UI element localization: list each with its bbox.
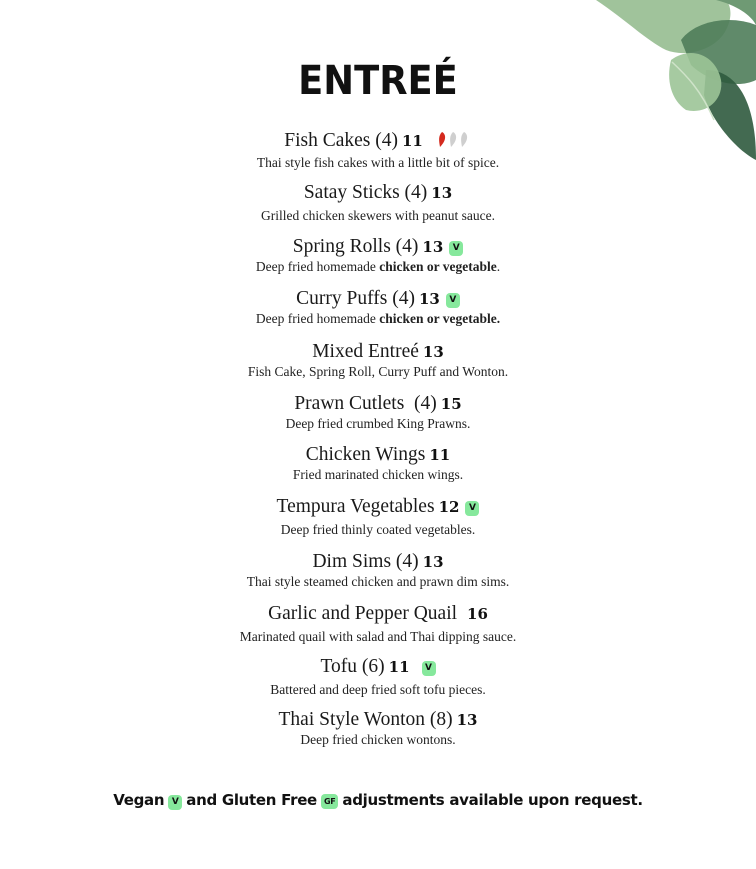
menu-item-description: Battered and deep fried soft tofu pieces.	[270, 682, 486, 697]
menu-item-description: Marinated quail with salad and Thai dipping sauce.	[239, 629, 517, 644]
menu-item-name: Mixed Entreé	[312, 341, 419, 362]
menu-item	[0, 656, 756, 699]
menu-item-name: Satay Sticks (4)	[303, 182, 428, 203]
menu-item	[0, 551, 756, 591]
vegan-badge: V	[449, 241, 463, 256]
menu-item-name: Curry Puffs (4)	[296, 288, 415, 309]
menu-item-price: 11	[402, 132, 423, 150]
menu-item-description: Deep fried homemade chicken or vegetable.	[255, 259, 501, 274]
footnote-vegan-text: Vegan	[113, 791, 165, 809]
menu-item-name: Thai Style Wonton (8)	[278, 709, 453, 730]
menu-item-name: Fish Cakes (4)	[284, 130, 398, 151]
menu-item	[0, 393, 756, 433]
menu-item-price: 13	[422, 238, 444, 256]
menu-item	[0, 236, 756, 276]
menu-item-price: 15	[440, 395, 462, 413]
menu-item-description: Deep fried chicken wontons.	[300, 732, 456, 747]
vegan-badge: V	[446, 293, 460, 308]
menu-item	[0, 496, 756, 539]
vegan-badge: V	[168, 795, 182, 810]
menu-item-description: Fried marinated chicken wings.	[292, 467, 464, 482]
page-title: ENTREÉ	[298, 58, 458, 104]
menu-item-name: Dim Sims (4)	[312, 551, 419, 572]
menu-item-description: Thai style fish cakes with a little bit of spice.	[256, 155, 500, 170]
menu-item-name: Prawn Cutlets (4)	[294, 393, 437, 414]
menu-item	[0, 288, 756, 328]
vegan-badge: V	[422, 661, 436, 676]
menu-item-description: Deep fried crumbed King Prawns.	[285, 416, 471, 431]
menu-item	[0, 341, 756, 381]
menu-item-price: 11	[388, 658, 410, 676]
menu-item-price: 13	[431, 184, 453, 202]
menu-item-name-line	[0, 130, 756, 154]
menu-item-price: 13	[456, 711, 478, 729]
menu-item-price: 11	[429, 446, 451, 464]
menu-item-description: Deep fried thinly coated vegetables.	[280, 522, 476, 537]
menu-item-price: 13	[422, 343, 444, 361]
menu-item-description: Grilled chicken skewers with peanut sauce.	[261, 208, 495, 223]
menu-item	[0, 130, 756, 172]
footnote-gluten-text: and Gluten Free	[186, 791, 317, 809]
menu-item-name: Tofu (6)	[320, 656, 385, 677]
menu-item-price: 12	[438, 498, 460, 516]
menu-item-name: Garlic and Pepper Quail	[268, 603, 458, 624]
spice-level-icon	[436, 130, 472, 154]
menu-item-description: Deep fried homemade chicken or vegetable.	[255, 311, 501, 326]
menu-item-name: Spring Rolls (4)	[292, 236, 419, 257]
menu-item-name: Tempura Vegetables	[276, 496, 435, 517]
menu-item-price: 16	[467, 605, 488, 623]
menu-item	[0, 182, 756, 225]
menu-item	[0, 603, 756, 646]
menu-item-name: Chicken Wings	[305, 444, 426, 465]
menu-item	[0, 709, 756, 749]
menu-item-price: 13	[418, 290, 440, 308]
menu-item-description: Fish Cake, Spring Roll, Curry Puff and Wonton.	[247, 364, 509, 379]
vegan-badge: V	[465, 501, 479, 516]
gluten-free-badge: GF	[321, 794, 338, 809]
menu-item	[0, 444, 756, 484]
menu-item-description: Thai style steamed chicken and prawn dim sims.	[246, 574, 510, 589]
dietary-footnote	[0, 791, 756, 810]
footnote-request-text: adjustments available upon request.	[342, 791, 643, 809]
menu-item-price: 13	[422, 553, 444, 571]
